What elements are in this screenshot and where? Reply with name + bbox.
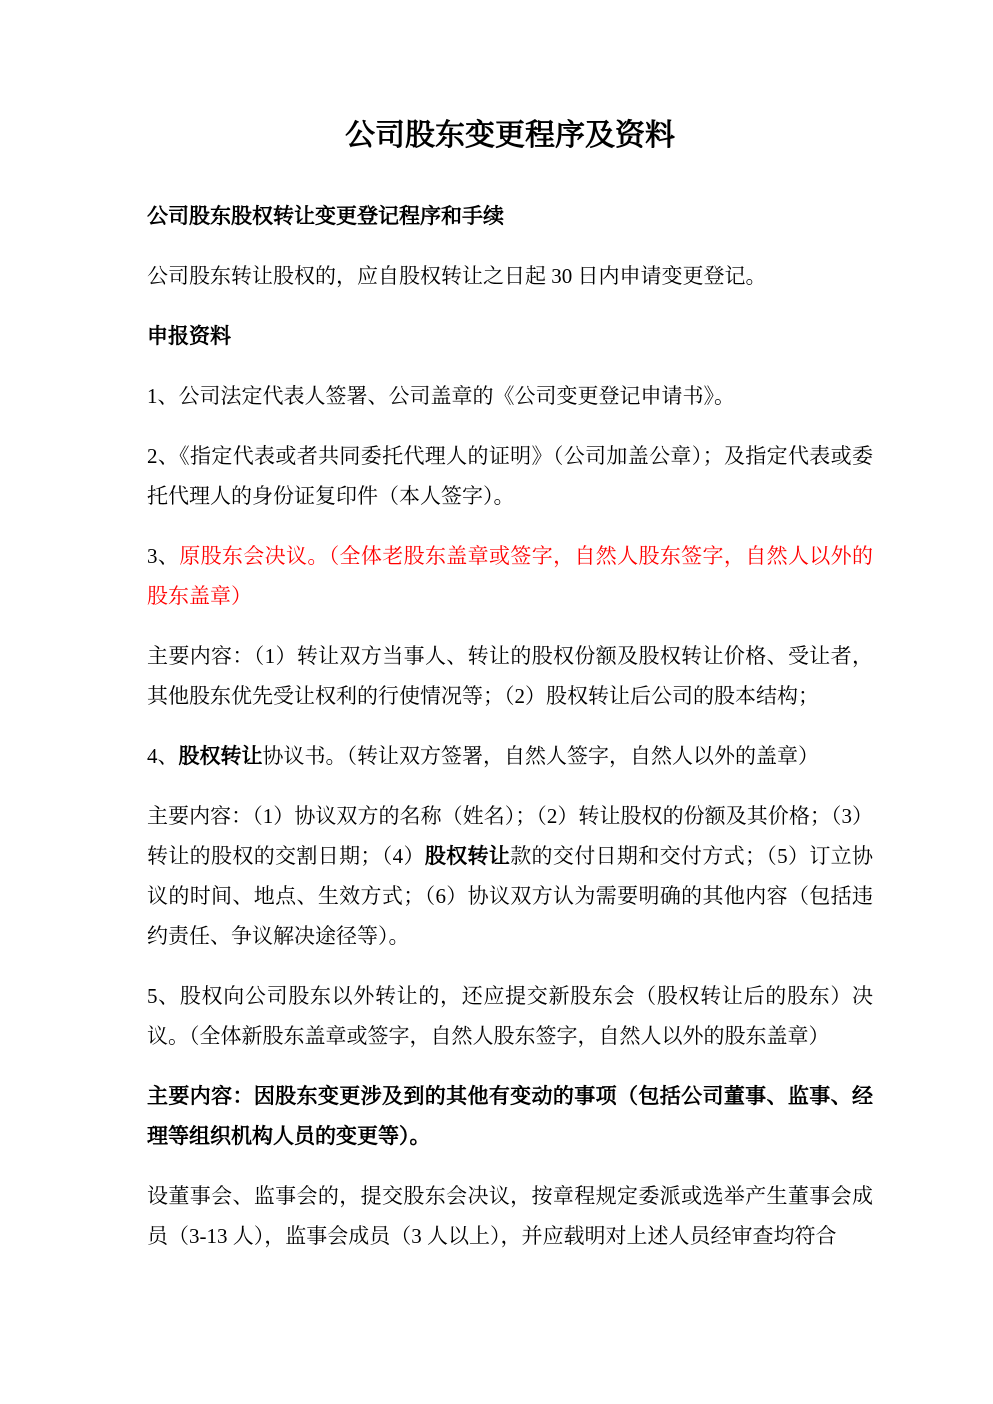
document-title: 公司股东变更程序及资料 bbox=[345, 119, 675, 152]
list-item-4-detail bbox=[147, 796, 873, 956]
list-item-4-detail-part1: 主要内容：（1）协议双方的名称（姓名）；（2）转让股权的份额及其价格；（3）转让的股权的交割日期；（4） bbox=[147, 804, 873, 868]
list-item-1: 1、公司法定代表人签署、公司盖章的《公司变更登记申请书》。 bbox=[147, 384, 735, 408]
list-item-3-detail: 主要内容：（1）转让双方当事人、转让的股权份额及股权转让价格、受让者，其他股东优先受让权利的行使情况等；（2）股权转让后公司的股本结构； bbox=[147, 644, 873, 708]
section-heading-transfer-procedure: 公司股东股权转让变更登记程序和手续 bbox=[147, 204, 504, 228]
paragraph-board-members: 设董事会、监事会的，提交股东会决议，按章程规定委派或选举产生董事会成员（3-13 人），监事会成员（3 人以上），并应载明对上述人员经审查均符合 bbox=[147, 1184, 873, 1248]
list-item-4-number: 4、 bbox=[147, 744, 179, 768]
list-item-3-number: 3、 bbox=[147, 544, 180, 568]
list-item-4-rest-text: 协议书。（转让双方签署，自然人签字，自然人以外的盖章） bbox=[262, 744, 819, 768]
list-item-4-detail-bold-text: 股权转让 bbox=[424, 844, 511, 868]
paragraph-registration-deadline: 公司股东转让股权的，应自股权转让之日起 30 日内申请变更登记。 bbox=[147, 264, 767, 288]
list-item-5: 5、股权向公司股东以外转让的，还应提交新股东会（股权转让后的股东）决议。（全体新股东盖章或签字，自然人股东签字，自然人以外的股东盖章） bbox=[147, 984, 873, 1048]
list-item-3-red-text: 原股东会决议。（全体老股东盖章或签字，自然人股东签字，自然人以外的股东盖章） bbox=[147, 544, 874, 608]
section-heading-declaration-materials: 申报资料 bbox=[147, 324, 231, 348]
list-item-3 bbox=[147, 536, 873, 616]
list-item-5-detail: 主要内容：因股东变更涉及到的其他有变动的事项（包括公司董事、监事、经理等组织机构人员的变更等）。 bbox=[147, 1084, 873, 1148]
list-item-4-bold-text: 股权转让 bbox=[178, 744, 263, 768]
list-item-4-detail-part2: 款的交付日期和交付方式；（5）订立协议的时间、地点、生效方式；（6）协议双方认为需要明确的其他内容（包括违约责任、争议解决途径等）。 bbox=[147, 844, 874, 948]
list-item-2: 2、《指定代表或者共同委托代理人的证明》（公司加盖公章）；及指定代表或委托代理人的身份证复印件（本人签字）。 bbox=[147, 444, 873, 508]
list-item-4 bbox=[147, 736, 873, 776]
